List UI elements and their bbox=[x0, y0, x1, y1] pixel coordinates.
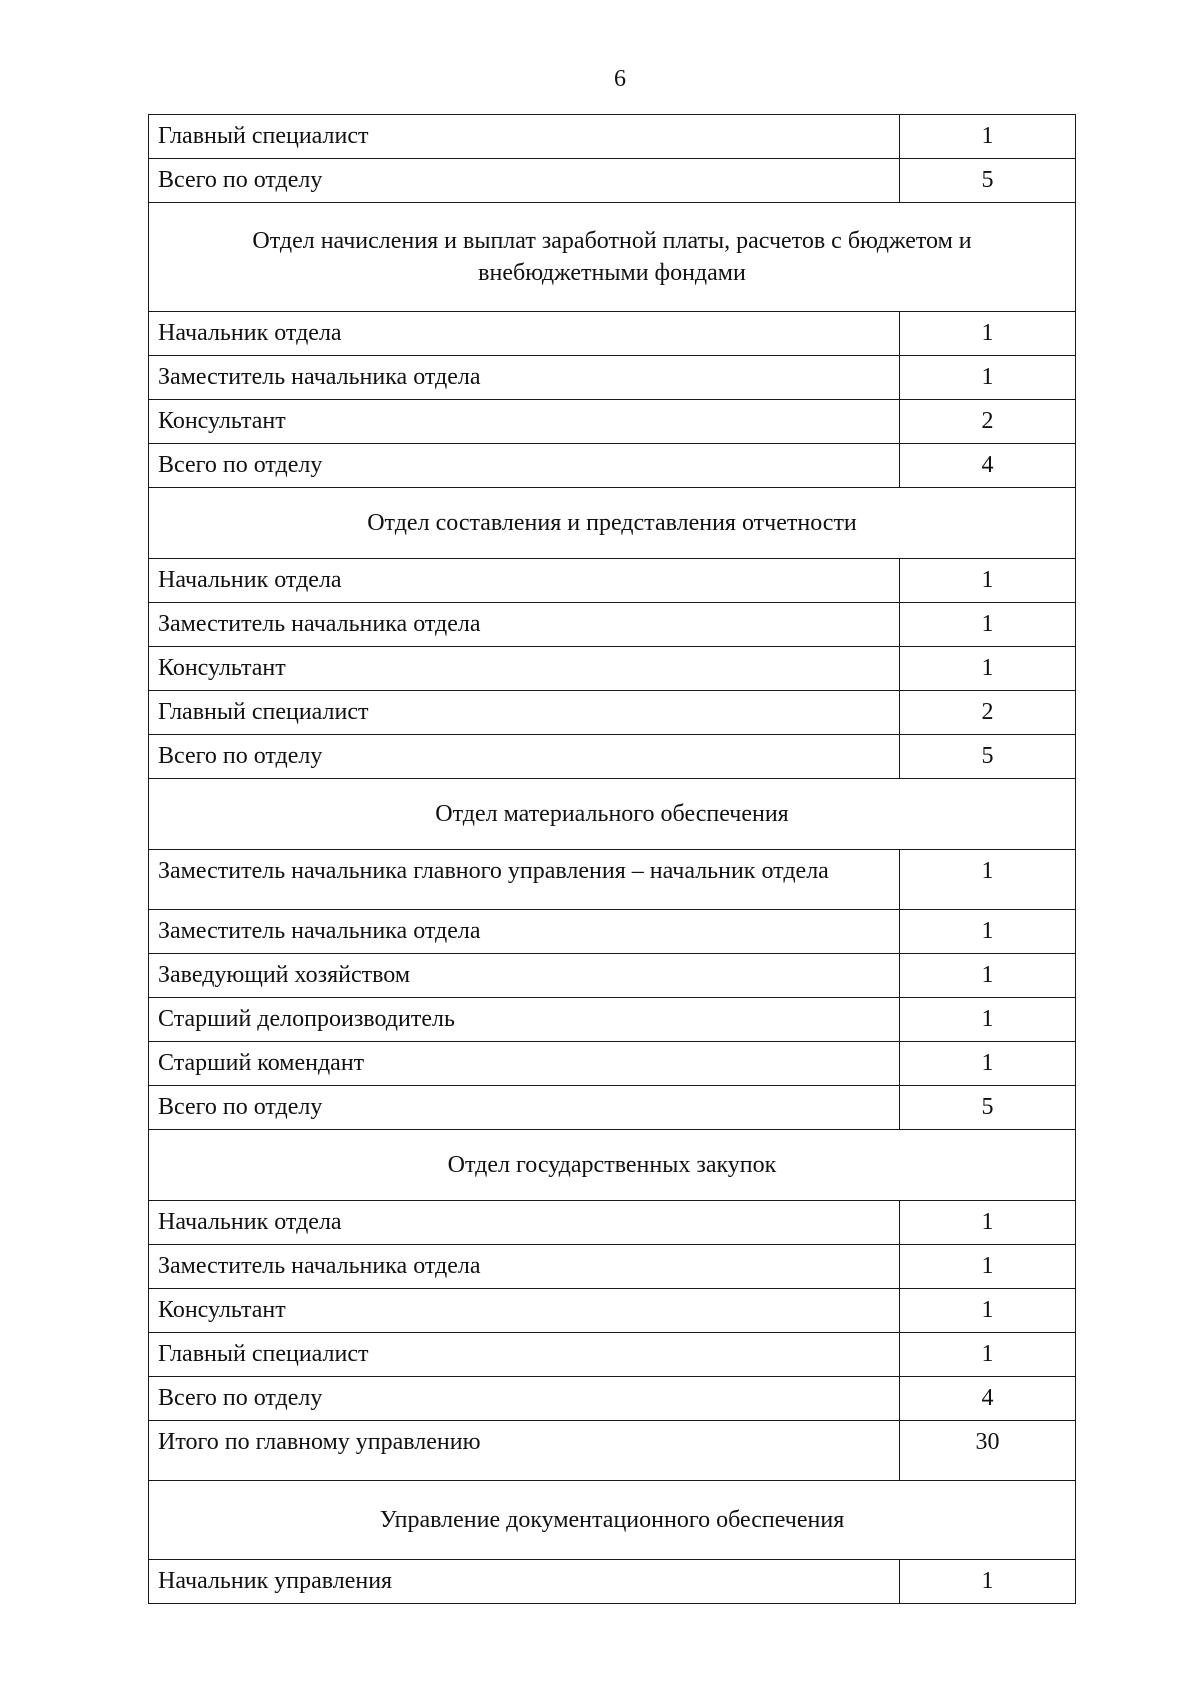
department-heading: Отдел материального обеспечения bbox=[149, 779, 1076, 850]
count-cell: 2 bbox=[900, 400, 1076, 444]
count-cell: 1 bbox=[900, 1201, 1076, 1245]
count-cell: 1 bbox=[900, 559, 1076, 603]
position-cell: Заместитель начальника отдела bbox=[149, 603, 900, 647]
count-cell: 4 bbox=[900, 1377, 1076, 1421]
position-cell: Всего по отделу bbox=[149, 159, 900, 203]
table-row bbox=[149, 735, 1076, 779]
staffing-table bbox=[148, 114, 1076, 1604]
position-cell: Всего по отделу bbox=[149, 1086, 900, 1130]
count-cell: 1 bbox=[900, 1042, 1076, 1086]
table-row bbox=[149, 998, 1076, 1042]
count-cell: 5 bbox=[900, 735, 1076, 779]
table-row bbox=[149, 910, 1076, 954]
department-heading: Отдел начисления и выплат заработной платы, расчетов с бюджетом и внебюджетными фондами bbox=[149, 203, 1076, 312]
table-row bbox=[149, 1333, 1076, 1377]
count-cell: 1 bbox=[900, 356, 1076, 400]
position-cell: Заведующий хозяйством bbox=[149, 954, 900, 998]
table-row bbox=[149, 559, 1076, 603]
department-heading: Управление документационного обеспечения bbox=[149, 1481, 1076, 1560]
table-row bbox=[149, 1042, 1076, 1086]
position-cell: Главный специалист bbox=[149, 1333, 900, 1377]
count-cell: 4 bbox=[900, 444, 1076, 488]
table-row bbox=[149, 312, 1076, 356]
position-cell: Главный специалист bbox=[149, 115, 900, 159]
position-cell: Старший комендант bbox=[149, 1042, 900, 1086]
count-cell: 5 bbox=[900, 1086, 1076, 1130]
section-header-row bbox=[149, 779, 1076, 850]
count-cell: 2 bbox=[900, 691, 1076, 735]
position-cell: Всего по отделу bbox=[149, 444, 900, 488]
table-row bbox=[149, 356, 1076, 400]
count-cell: 1 bbox=[900, 954, 1076, 998]
position-cell: Начальник управления bbox=[149, 1560, 900, 1604]
table-row bbox=[149, 1245, 1076, 1289]
count-cell: 1 bbox=[900, 1333, 1076, 1377]
position-cell: Заместитель начальника отдела bbox=[149, 356, 900, 400]
page-number: 6 bbox=[614, 66, 626, 92]
table-row bbox=[149, 1560, 1076, 1604]
count-cell: 1 bbox=[900, 312, 1076, 356]
count-cell: 30 bbox=[900, 1421, 1076, 1481]
table-row bbox=[149, 603, 1076, 647]
table-row bbox=[149, 1086, 1076, 1130]
position-cell: Консультант bbox=[149, 1289, 900, 1333]
count-cell: 5 bbox=[900, 159, 1076, 203]
department-heading: Отдел составления и представления отчетности bbox=[149, 488, 1076, 559]
table-row bbox=[149, 1377, 1076, 1421]
table-row bbox=[149, 850, 1076, 910]
position-cell: Начальник отдела bbox=[149, 1201, 900, 1245]
position-cell: Заместитель начальника главного управления – начальник отдела bbox=[149, 850, 900, 910]
count-cell: 1 bbox=[900, 998, 1076, 1042]
position-cell: Всего по отделу bbox=[149, 735, 900, 779]
count-cell: 1 bbox=[900, 647, 1076, 691]
count-cell: 1 bbox=[900, 910, 1076, 954]
position-cell: Итого по главному управлению bbox=[149, 1421, 900, 1481]
position-cell: Всего по отделу bbox=[149, 1377, 900, 1421]
position-cell: Консультант bbox=[149, 400, 900, 444]
position-cell: Консультант bbox=[149, 647, 900, 691]
section-header-row bbox=[149, 1130, 1076, 1201]
section-header-row bbox=[149, 1481, 1076, 1560]
count-cell: 1 bbox=[900, 115, 1076, 159]
count-cell: 1 bbox=[900, 603, 1076, 647]
table-row bbox=[149, 1421, 1076, 1481]
position-cell: Заместитель начальника отдела bbox=[149, 1245, 900, 1289]
position-cell: Старший делопроизводитель bbox=[149, 998, 900, 1042]
table-row bbox=[149, 1201, 1076, 1245]
table-row bbox=[149, 954, 1076, 998]
section-header-row bbox=[149, 203, 1076, 312]
table-row bbox=[149, 400, 1076, 444]
table-row bbox=[149, 691, 1076, 735]
count-cell: 1 bbox=[900, 1560, 1076, 1604]
count-cell: 1 bbox=[900, 1245, 1076, 1289]
position-cell: Главный специалист bbox=[149, 691, 900, 735]
table-row bbox=[149, 444, 1076, 488]
position-cell: Начальник отдела bbox=[149, 559, 900, 603]
table-row bbox=[149, 115, 1076, 159]
table-row bbox=[149, 1289, 1076, 1333]
table-row bbox=[149, 159, 1076, 203]
table-row bbox=[149, 647, 1076, 691]
position-cell: Начальник отдела bbox=[149, 312, 900, 356]
count-cell: 1 bbox=[900, 1289, 1076, 1333]
department-heading: Отдел государственных закупок bbox=[149, 1130, 1076, 1201]
section-header-row bbox=[149, 488, 1076, 559]
count-cell: 1 bbox=[900, 850, 1076, 910]
position-cell: Заместитель начальника отдела bbox=[149, 910, 900, 954]
